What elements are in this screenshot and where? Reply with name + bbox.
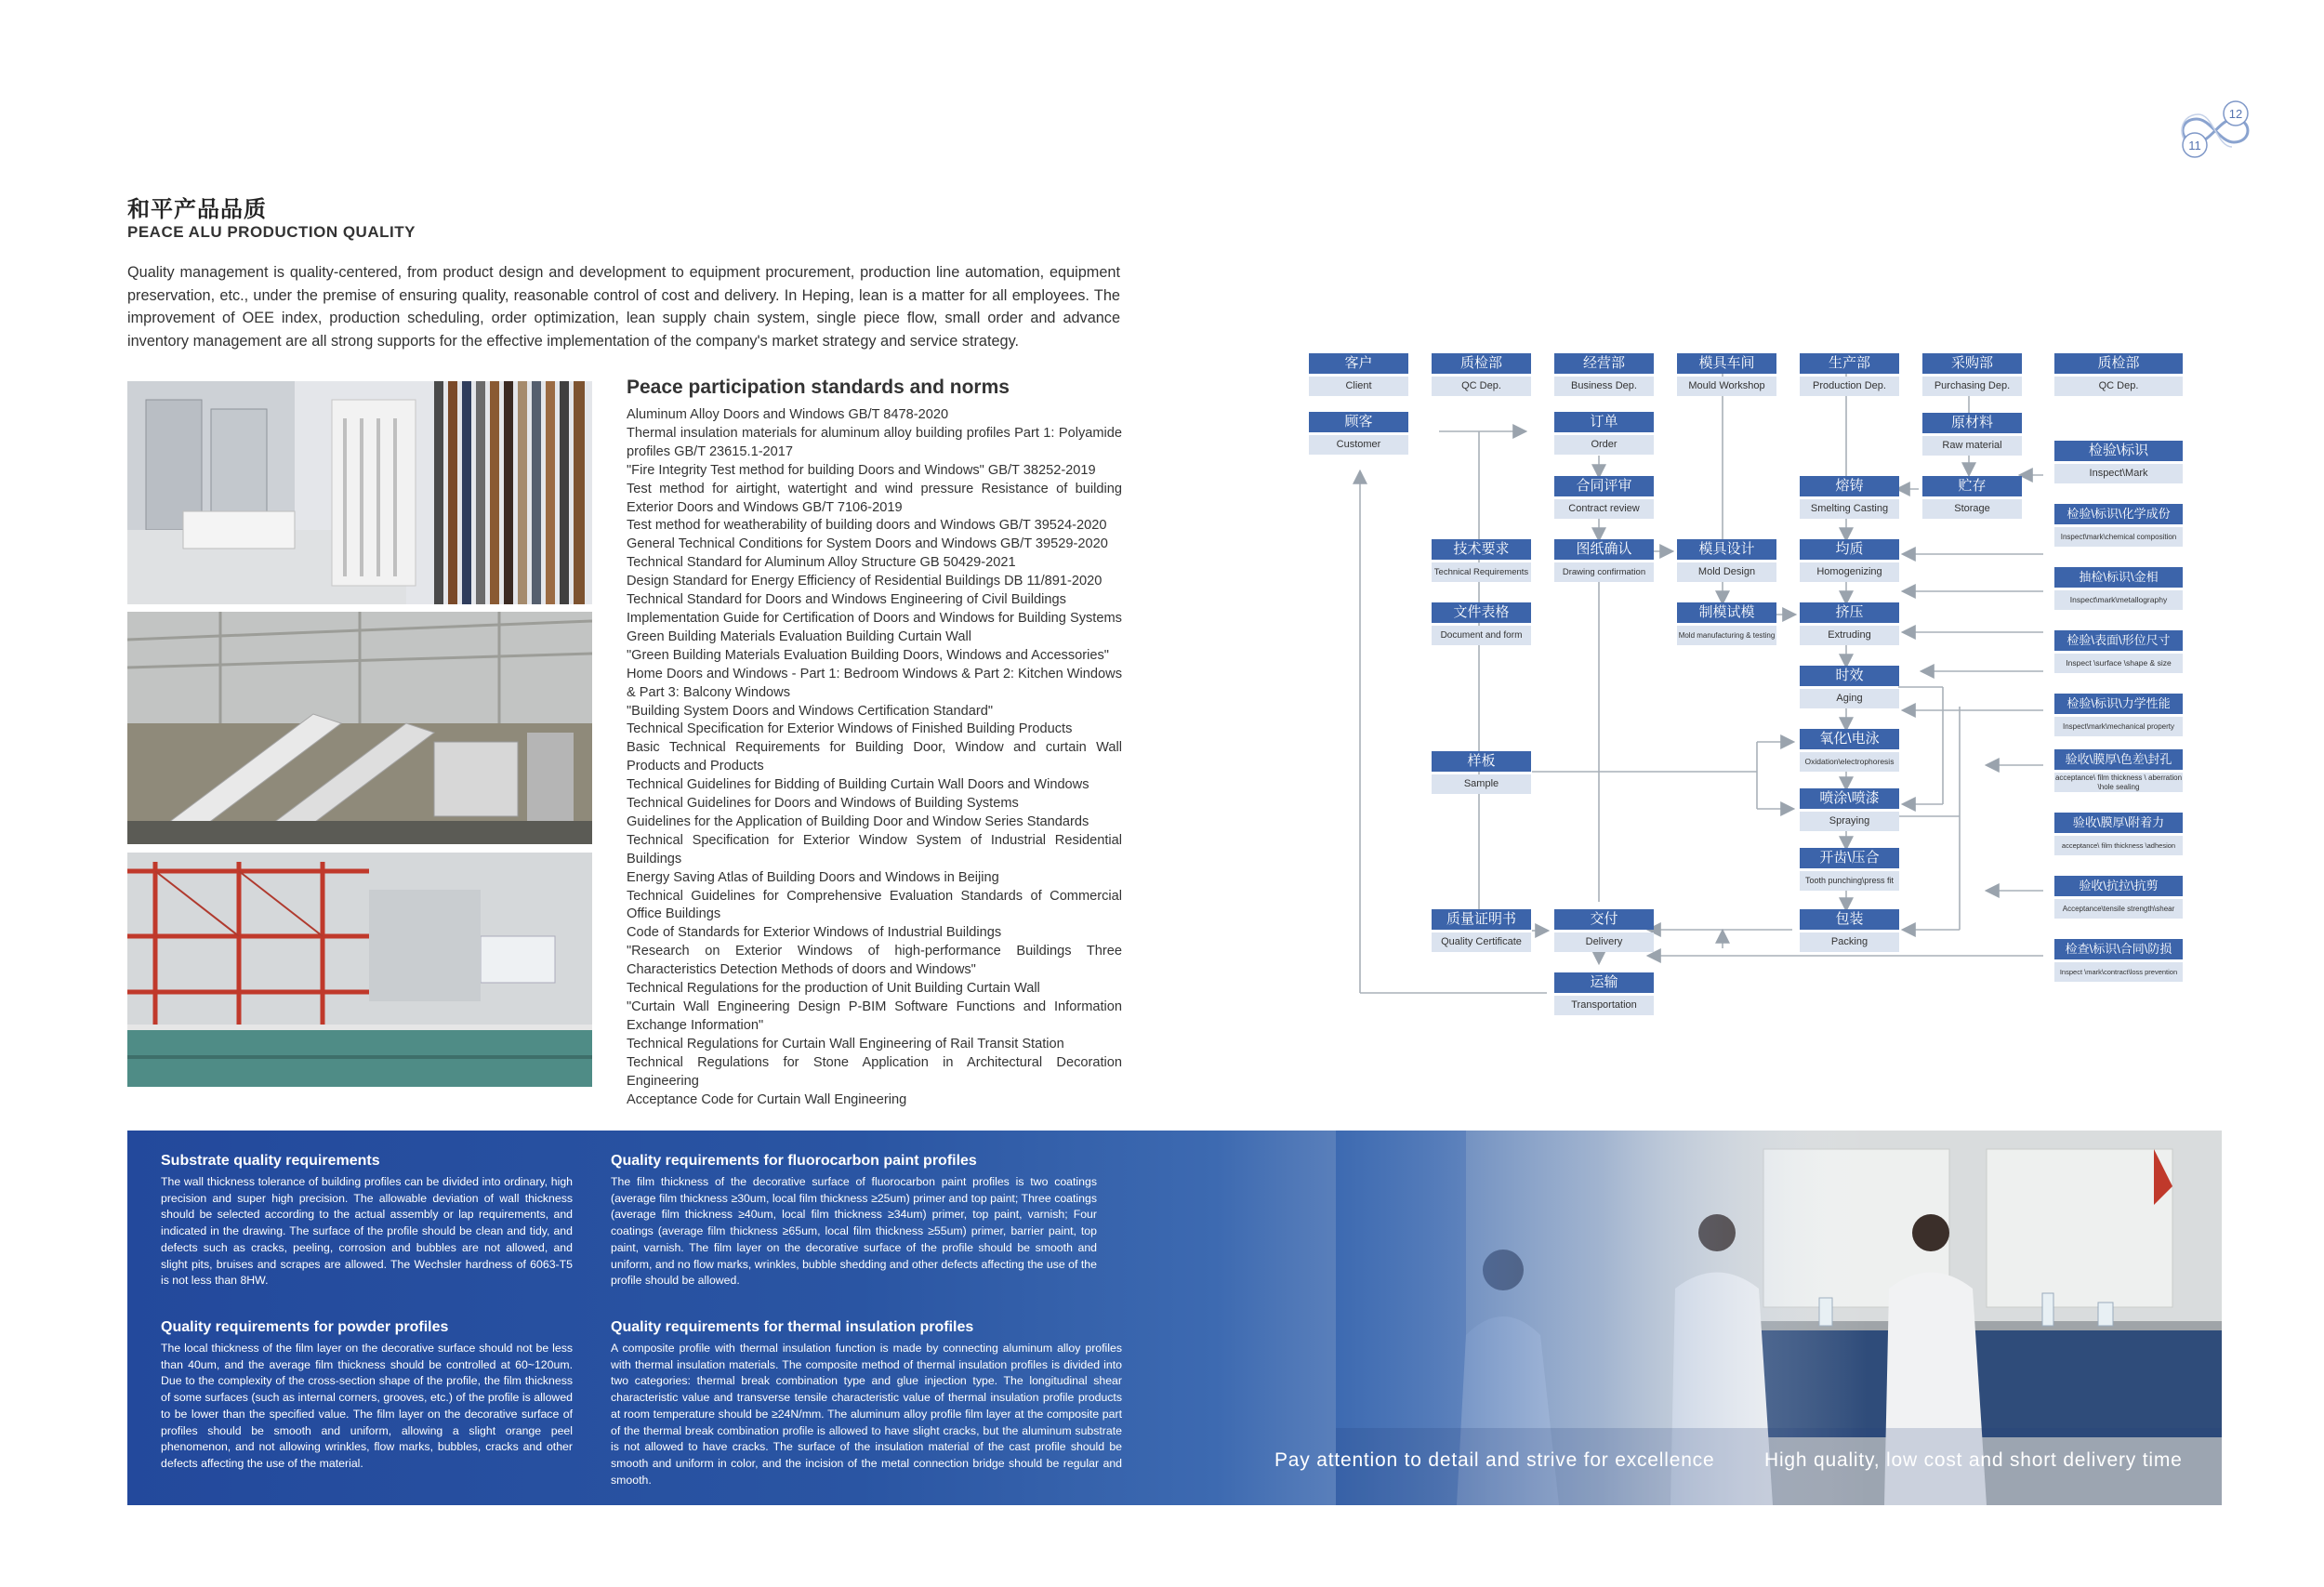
standards-title: Peace participation standards and norms: [627, 377, 1010, 398]
dept-client: 客户 Client: [1309, 353, 1408, 396]
node-qc-metallography: 抽检\标识\金相 Inspect\mark\metallography: [2054, 567, 2183, 610]
node-qc-surface-size: 检验\表面\形位尺寸 Inspect \surface \shape & size: [2054, 630, 2183, 673]
standard-item: General Technical Conditions for System Doors and Windows GB/T 39529-2020: [627, 536, 1108, 552]
standard-item: Test method for weatherability of building doors and Windows GB/T 39524-2020: [627, 518, 1107, 534]
production-line-photo: [127, 853, 592, 1087]
workshop-illustration: [127, 612, 592, 844]
standard-item: Technical Guidelines for Doors and Windows of Building Systems: [627, 796, 1019, 812]
page-number-right: 12: [2228, 107, 2243, 121]
standard-item: Technical Standard for Aluminum Alloy Structure GB 50429-2021: [627, 555, 1016, 571]
node-delivery: 交付 Delivery: [1554, 909, 1654, 952]
node-drawing-confirmation: 图纸确认 Drawing confirmation: [1554, 539, 1654, 582]
standard-item: Basic Technical Requirements for Building Door, Window and curtain Wall Products and Products: [627, 740, 1122, 774]
node-raw-material: 原材料 Raw material: [1922, 413, 2022, 456]
standard-item: Design Standard for Energy Efficiency of Residential Buildings DB 11/891-2020: [627, 574, 1103, 589]
node-extruding: 挤压 Extruding: [1800, 602, 1899, 645]
standard-item: "Fire Integrity Test method for building Doors and Windows" GB/T 38252-2019: [627, 462, 1096, 478]
node-qc-mechanical: 检验\标识\力学性能 Inspect\mark\mechanical property: [2054, 694, 2183, 736]
section-title: Quality requirements for powder profiles: [161, 1319, 449, 1335]
standard-item: Acceptance Code for Curtain Wall Engineering: [627, 1091, 907, 1107]
standard-item: Technical Regulations for Curtain Wall Engineering of Rail Transit Station: [627, 1036, 1064, 1051]
section-title: Quality requirements for thermal insulation profiles: [611, 1319, 974, 1335]
node-qc-loss-prevention: 检查\标识\合同\防损 Inspect \mark\contract\loss prevention: [2054, 939, 2183, 982]
dept-business: 经营部 Business Dep.: [1554, 353, 1654, 396]
node-spraying: 喷涂\喷漆 Spraying: [1800, 788, 1899, 831]
dept-purchasing: 采购部 Purchasing Dep.: [1922, 353, 2022, 396]
node-sample: 样板 Sample: [1432, 751, 1531, 794]
intro-paragraph: Quality management is quality-centered, from product design and development to equipment procurement, production line automation, equipment preservation, etc., under the premise of ensuring quality, reasonable control of cost and delivery. In Heping, lean is a matter for all employees. The improvement of OEE index, production scheduling, order optimization, lean supply chain system, single piece flow, small order and advance inventory management are all strong supports for the effective implementation of the company's market strategy and service strategy.: [127, 264, 1120, 350]
section-title: Substrate quality requirements: [161, 1153, 380, 1169]
standard-item: "Research on Exterior Windows of high-performance Buildings Three Characteristics Detection Methods of doors and Windows": [627, 944, 1122, 978]
node-packing: 包装 Packing: [1800, 909, 1899, 952]
quality-flowchart: [1309, 353, 2192, 1011]
node-homogenizing: 均质 Homogenizing: [1800, 539, 1899, 582]
node-customer: 顾客 Customer: [1309, 412, 1408, 455]
standard-item: Aluminum Alloy Doors and Windows GB/T 8478-2020: [627, 407, 949, 422]
section-title: Quality requirements for fluorocarbon paint profiles: [611, 1153, 977, 1169]
standard-item: Home Doors and Windows - Part 1: Bedroom Windows & Part 2: Kitchen Windows & Part 3: Balcony Windows: [627, 666, 1122, 700]
workshop-photo: [127, 612, 592, 844]
standard-item: Implementation Guide for Certification of Doors and Windows for Building Systems: [627, 610, 1122, 626]
page-title-en: PEACE ALU PRODUCTION QUALITY: [127, 223, 416, 241]
node-qc-inspect-mark: 检验\标识 Inspect\Mark: [2054, 441, 2183, 483]
node-order: 订单 Order: [1554, 412, 1654, 455]
dept-qc-1: 质检部 QC Dep.: [1432, 353, 1531, 396]
section-text: The wall thickness tolerance of building profiles can be divided into ordinary, high precision and super high precision. The allowable deviation of wall thickness should be selected according to the actual assembly or lap requirements, and indicated in the drawing. The surface of the profile should be clean and tidy, and defects such as cracks, peeling, corrosion and bubbles are not allowed, and slight pits, bruises and scrapes are allowed. The Wechsler hardness of 6063-T5 is not less than 8HW.: [161, 1175, 573, 1288]
standard-item: Technical Guidelines for Bidding of Building Curtain Wall Doors and Windows: [627, 777, 1089, 793]
node-smelting-casting: 熔铸 Smelting Casting: [1800, 476, 1899, 519]
node-mold-design: 模具设计 Mold Design: [1677, 539, 1776, 582]
node-qc-adhesion: 验收\膜厚\附着力 acceptance\ film thickness \adhesion: [2054, 813, 2183, 855]
node-quality-certificate: 质量证明书 Quality Certificate: [1432, 909, 1531, 952]
page-number-emblem: [2169, 91, 2262, 165]
showroom-photo: [127, 381, 592, 604]
standard-item: Guidelines for the Application of Building Door and Window Series Standards: [627, 813, 1089, 829]
section-thermal-insulation: [611, 1319, 1122, 1488]
node-contract-review: 合同评审 Contract review: [1554, 476, 1654, 519]
section-substrate: [161, 1153, 573, 1289]
node-transportation: 运输 Transportation: [1554, 972, 1654, 1015]
standard-item: "Building System Doors and Windows Certification Standard": [627, 703, 994, 719]
showroom-illustration: [127, 381, 592, 604]
standard-item: Technical Guidelines for Comprehensive Evaluation Standards of Commercial Office Buildings: [627, 888, 1122, 922]
node-qc-film-aberration: 验收\膜厚\色差\封孔 acceptance\ film thickness \ aberration \hole sealing: [2054, 749, 2183, 792]
section-text: A composite profile with thermal insulation function is made by connecting aluminum alloy profiles with thermal insulation materials. The composite method of thermal insulation profiles is divided into two categories: thermal break combination type and glue injection type. The longitudinal shear characteristic value and transverse tensile characteristic value of thermal insulation profile products at room temperature should be ≥24N/mm. The aluminum alloy profile film layer at the composite part of the thermal break combination profile is allowed to have slight cracks, but the aluminum substrate is not allowed to have cracks. The surface of the insulation material of the cast profile should be smooth and uniform in color, and the incision of the metal connection bridge should be regular and smooth.: [611, 1342, 1122, 1487]
section-text: The local thickness of the film layer on the decorative surface should not be less than 40um, and the average film thickness should be controlled at 60~120um. Due to the complexity of the cross-section shape of the profile, the film thickness of some surfaces (such as internal corners, grooves, etc.) of the profile is allowed to be lower than the specified value. The film layer on the decorative surface of profiles should be smooth and uniform, allowing a slight orange peel phenomenon, and not allowing wrinkles, flow marks, bubbles, cracks and other defects affecting the use of the material.: [161, 1342, 573, 1470]
standards-list: [627, 406, 1122, 1109]
standard-item: "Green Building Materials Evaluation Building Doors, Windows and Accessories": [627, 647, 1109, 663]
node-tooth-punching: 开齿\压合 Tooth punching\press fit: [1800, 848, 1899, 891]
standard-item: Code of Standards for Exterior Windows of Industrial Buildings: [627, 925, 1002, 941]
node-document-form: 文件表格 Document and form: [1432, 602, 1531, 645]
standard-item: Technical Specification for Exterior Window System of Industrial Residential Buildings: [627, 832, 1122, 866]
node-qc-chemical: 检验\标识\化学成份 Inspect\mark\chemical composition: [2054, 504, 2183, 547]
standard-item: "Curtain Wall Engineering Design P-BIM Software Functions and Information Exchange Information": [627, 999, 1122, 1033]
node-storage: 贮存 Storage: [1922, 476, 2022, 519]
standard-item: Green Building Materials Evaluation Building Curtain Wall: [627, 628, 971, 644]
slogan-quality: High quality, low cost and short delivery time: [1764, 1449, 2183, 1471]
node-mold-testing: 制模试模 Mold manufacturing & testing: [1677, 602, 1776, 645]
production-line-illustration: [127, 853, 592, 1087]
standard-item: Thermal insulation materials for aluminum alloy building profiles Part 1: Polyamide profiles GB/T 23615.1-2017: [627, 425, 1122, 459]
node-qc-tensile: 验收\抗拉\抗剪 Acceptance\tensile strength\shear: [2054, 876, 2183, 919]
page-number-left: 11: [2188, 139, 2201, 152]
node-technical-requirements: 技术要求 Technical Requirements: [1432, 539, 1531, 582]
page-title-cn: 和平产品品质: [127, 197, 267, 222]
dept-qc-2: 质检部 QC Dep.: [2054, 353, 2183, 396]
section-powder: [161, 1319, 573, 1473]
slogan-detail: Pay attention to detail and strive for excellence: [1274, 1449, 1715, 1471]
standard-item: Energy Saving Atlas of Building Doors and Windows in Beijing: [627, 869, 999, 885]
section-text: The film thickness of the decorative surface of fluorocarbon paint profiles is two coatings (average film thickness ≥30um, local film thickness ≥25um) primer and top paint; Three coatings (average film thickness ≥40um, local film thickness ≥34um) primer, top paint, varnish; Four coatings (average film thickness ≥65um, local film thickness ≥55um) primer, barrier paint, top paint, varnish. The film layer on the decorative surface of the profile should be smooth and uniform, and no flow marks, wrinkles, bubble shedding and other defects affecting the use of the profile should be allowed.: [611, 1175, 1097, 1288]
standard-item: Technical Regulations for Stone Application in Architectural Decoration Engineering: [627, 1054, 1122, 1089]
node-aging: 时效 Aging: [1800, 666, 1899, 708]
dept-mould: 模具车间 Mould Workshop: [1677, 353, 1776, 396]
section-fluorocarbon: [611, 1153, 1097, 1289]
dept-production: 生产部 Production Dep.: [1800, 353, 1899, 396]
standard-item: Test method for airtight, watertight and wind pressure Resistance of building Exterior Doors and Windows GB/T 7106-2019: [627, 481, 1122, 515]
node-oxidation: 氧化\电泳 Oxidation\electrophoresis: [1800, 729, 1899, 772]
standard-item: Technical Regulations for the production of Unit Building Curtain Wall: [627, 981, 1040, 997]
standard-item: Technical Standard for Doors and Windows Engineering of Civil Buildings: [627, 592, 1066, 608]
standard-item: Technical Specification for Exterior Windows of Finished Building Products: [627, 721, 1073, 737]
